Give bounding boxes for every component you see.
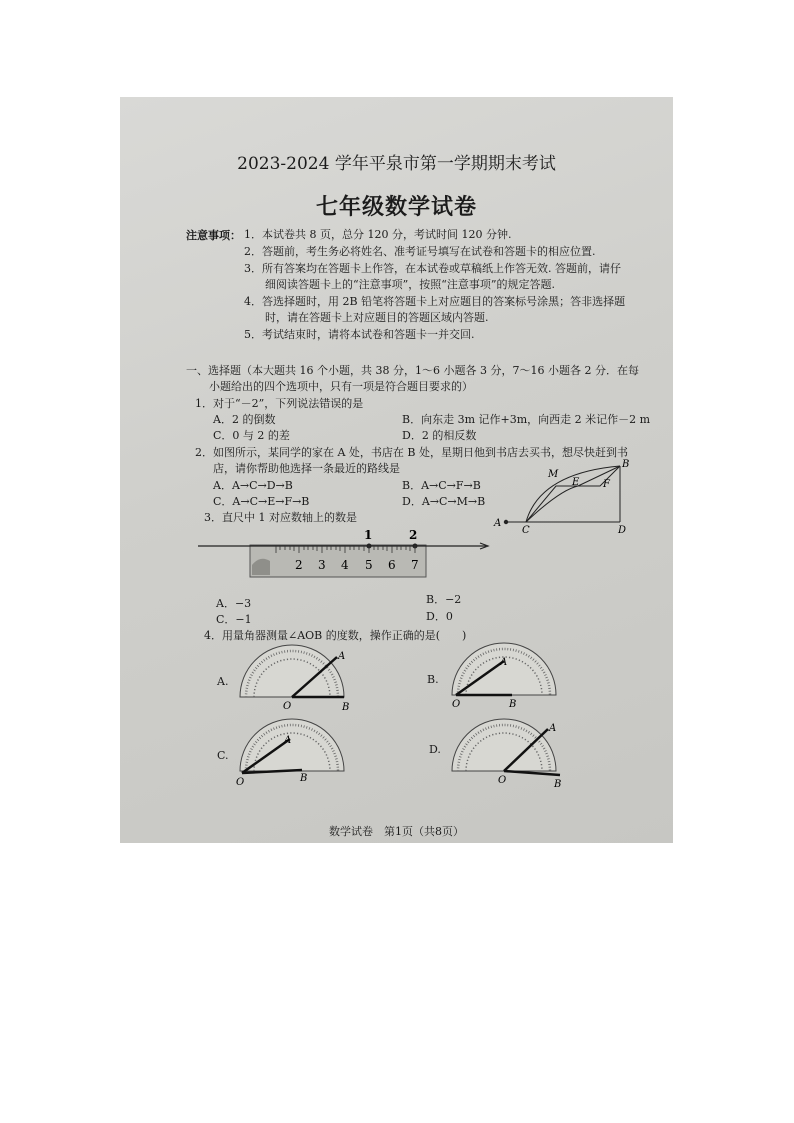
axis-label-1: 1 <box>364 528 373 542</box>
page-footer: 数学试卷 第1页（共8页） <box>329 825 464 838</box>
q2-option-c: C．A→C→E→F→B <box>213 495 310 508</box>
ruler-number-3: 3 <box>318 558 326 572</box>
q2-option-d: D．A→C→M→B <box>402 495 486 508</box>
svg-text:B: B <box>554 779 562 789</box>
notice-4: 4．答选择题时，用 2B 铅笔将答题卡上对应题目的答案标号涂黑；答非选择题 <box>244 295 626 308</box>
svg-text:A: A <box>549 723 557 734</box>
notice-5: 5．考试结束时，请将本试卷和答题卡一并交回. <box>244 328 475 341</box>
protractor-d <box>446 717 562 789</box>
ruler-number-7: 7 <box>411 558 419 572</box>
q2-stem-cont: 店，请你帮助他选择一条最近的路线是 <box>213 462 400 475</box>
label-d: D <box>618 525 627 535</box>
label-c: C <box>522 525 530 535</box>
q1-stem: 1．对于“－2”，下列说法错误的是 <box>195 397 364 410</box>
q4-option-a-label: A. <box>217 675 229 688</box>
svg-text:B: B <box>509 699 517 710</box>
label-b: B <box>622 459 630 470</box>
section-1-heading: 一、选择题（本大题共 16 个小题，共 38 分，1～6 小题各 3 分，7～16 小题各 2 分．在每 <box>186 364 639 377</box>
protractor-a <box>234 643 350 715</box>
protractor-b <box>446 641 562 713</box>
label-a: A <box>494 518 502 529</box>
label-f: F <box>603 479 610 490</box>
notice-4-cont: 时，请在答题卡上对应题目的答题区域内答题. <box>265 311 489 324</box>
ruler-number-6: 6 <box>388 558 396 572</box>
svg-text:B: B <box>342 702 350 713</box>
route-diagram <box>490 455 640 535</box>
q2-option-b: B．A→C→F→B <box>402 479 481 492</box>
q1-option-a: A．2 的倒数 <box>213 413 276 426</box>
svg-text:O: O <box>452 699 461 710</box>
q3-option-c: C．−1 <box>216 613 252 626</box>
svg-text:A: A <box>500 657 508 668</box>
q4-stem: 4．用量角器测量∠AOB 的度数，操作正确的是( ) <box>204 629 467 642</box>
q4-option-d-label: D. <box>429 743 441 756</box>
q4-option-c-label: C. <box>217 749 229 762</box>
exam-subtitle: 七年级数学试卷 <box>315 194 477 220</box>
notice-3-cont: 细阅读答题卡上的“注意事项”，按照“注意事项”的规定答题. <box>265 278 555 291</box>
svg-text:B: B <box>300 773 308 784</box>
q2-stem: 2．如图所示，某同学的家在 A 处，书店在 B 处，星期日他到书店去买书，想尽快赶到书 <box>195 446 629 459</box>
svg-text:O: O <box>283 701 292 712</box>
ruler-number-2: 2 <box>295 558 303 572</box>
notice-3: 3．所有答案均在答题卡上作答，在本试卷或草稿纸上作答无效. 答题前，请仔 <box>244 262 621 275</box>
svg-text:O: O <box>236 777 245 788</box>
q3-option-b: B．−2 <box>426 593 462 606</box>
protractor-c <box>234 717 350 789</box>
ruler-number-line <box>194 527 494 582</box>
notice-2: 2．答题前，考生务必将姓名、准考证号填写在试卷和答题卡的相应位置. <box>244 245 596 258</box>
ruler-number-4: 4 <box>341 558 349 572</box>
label-e: E <box>572 477 580 488</box>
q4-option-b-label: B. <box>427 673 439 686</box>
exam-title: 2023-2024 学年平泉市第一学期期末考试 <box>237 154 556 174</box>
notice-1: 1．本试卷共 8 页，总分 120 分，考试时间 120 分钟. <box>244 228 512 241</box>
svg-text:A: A <box>284 735 292 746</box>
q3-stem: 3．直尺中 1 对应数轴上的数是 <box>204 511 357 524</box>
svg-text:O: O <box>498 775 507 786</box>
q3-option-a: A．−3 <box>216 597 252 610</box>
ruler-number-5: 5 <box>365 558 373 572</box>
notice-label: 注意事项： <box>186 229 241 242</box>
q1-option-d: D．2 的相反数 <box>402 429 477 442</box>
svg-text:A: A <box>338 651 346 662</box>
exam-page-photo <box>120 97 673 843</box>
q1-option-b: B．向东走 3m 记作+3m，向西走 2 米记作－2 m <box>402 413 651 426</box>
label-m: M <box>548 469 559 480</box>
axis-label-2: 2 <box>409 528 418 542</box>
q2-option-a: A．A→C→D→B <box>213 479 293 492</box>
q3-option-d: D．0 <box>426 610 453 623</box>
section-1-heading-cont: 小题给出的四个选项中，只有一项是符合题目要求的） <box>209 380 473 393</box>
q1-option-c: C．0 与 2 的差 <box>213 429 290 442</box>
